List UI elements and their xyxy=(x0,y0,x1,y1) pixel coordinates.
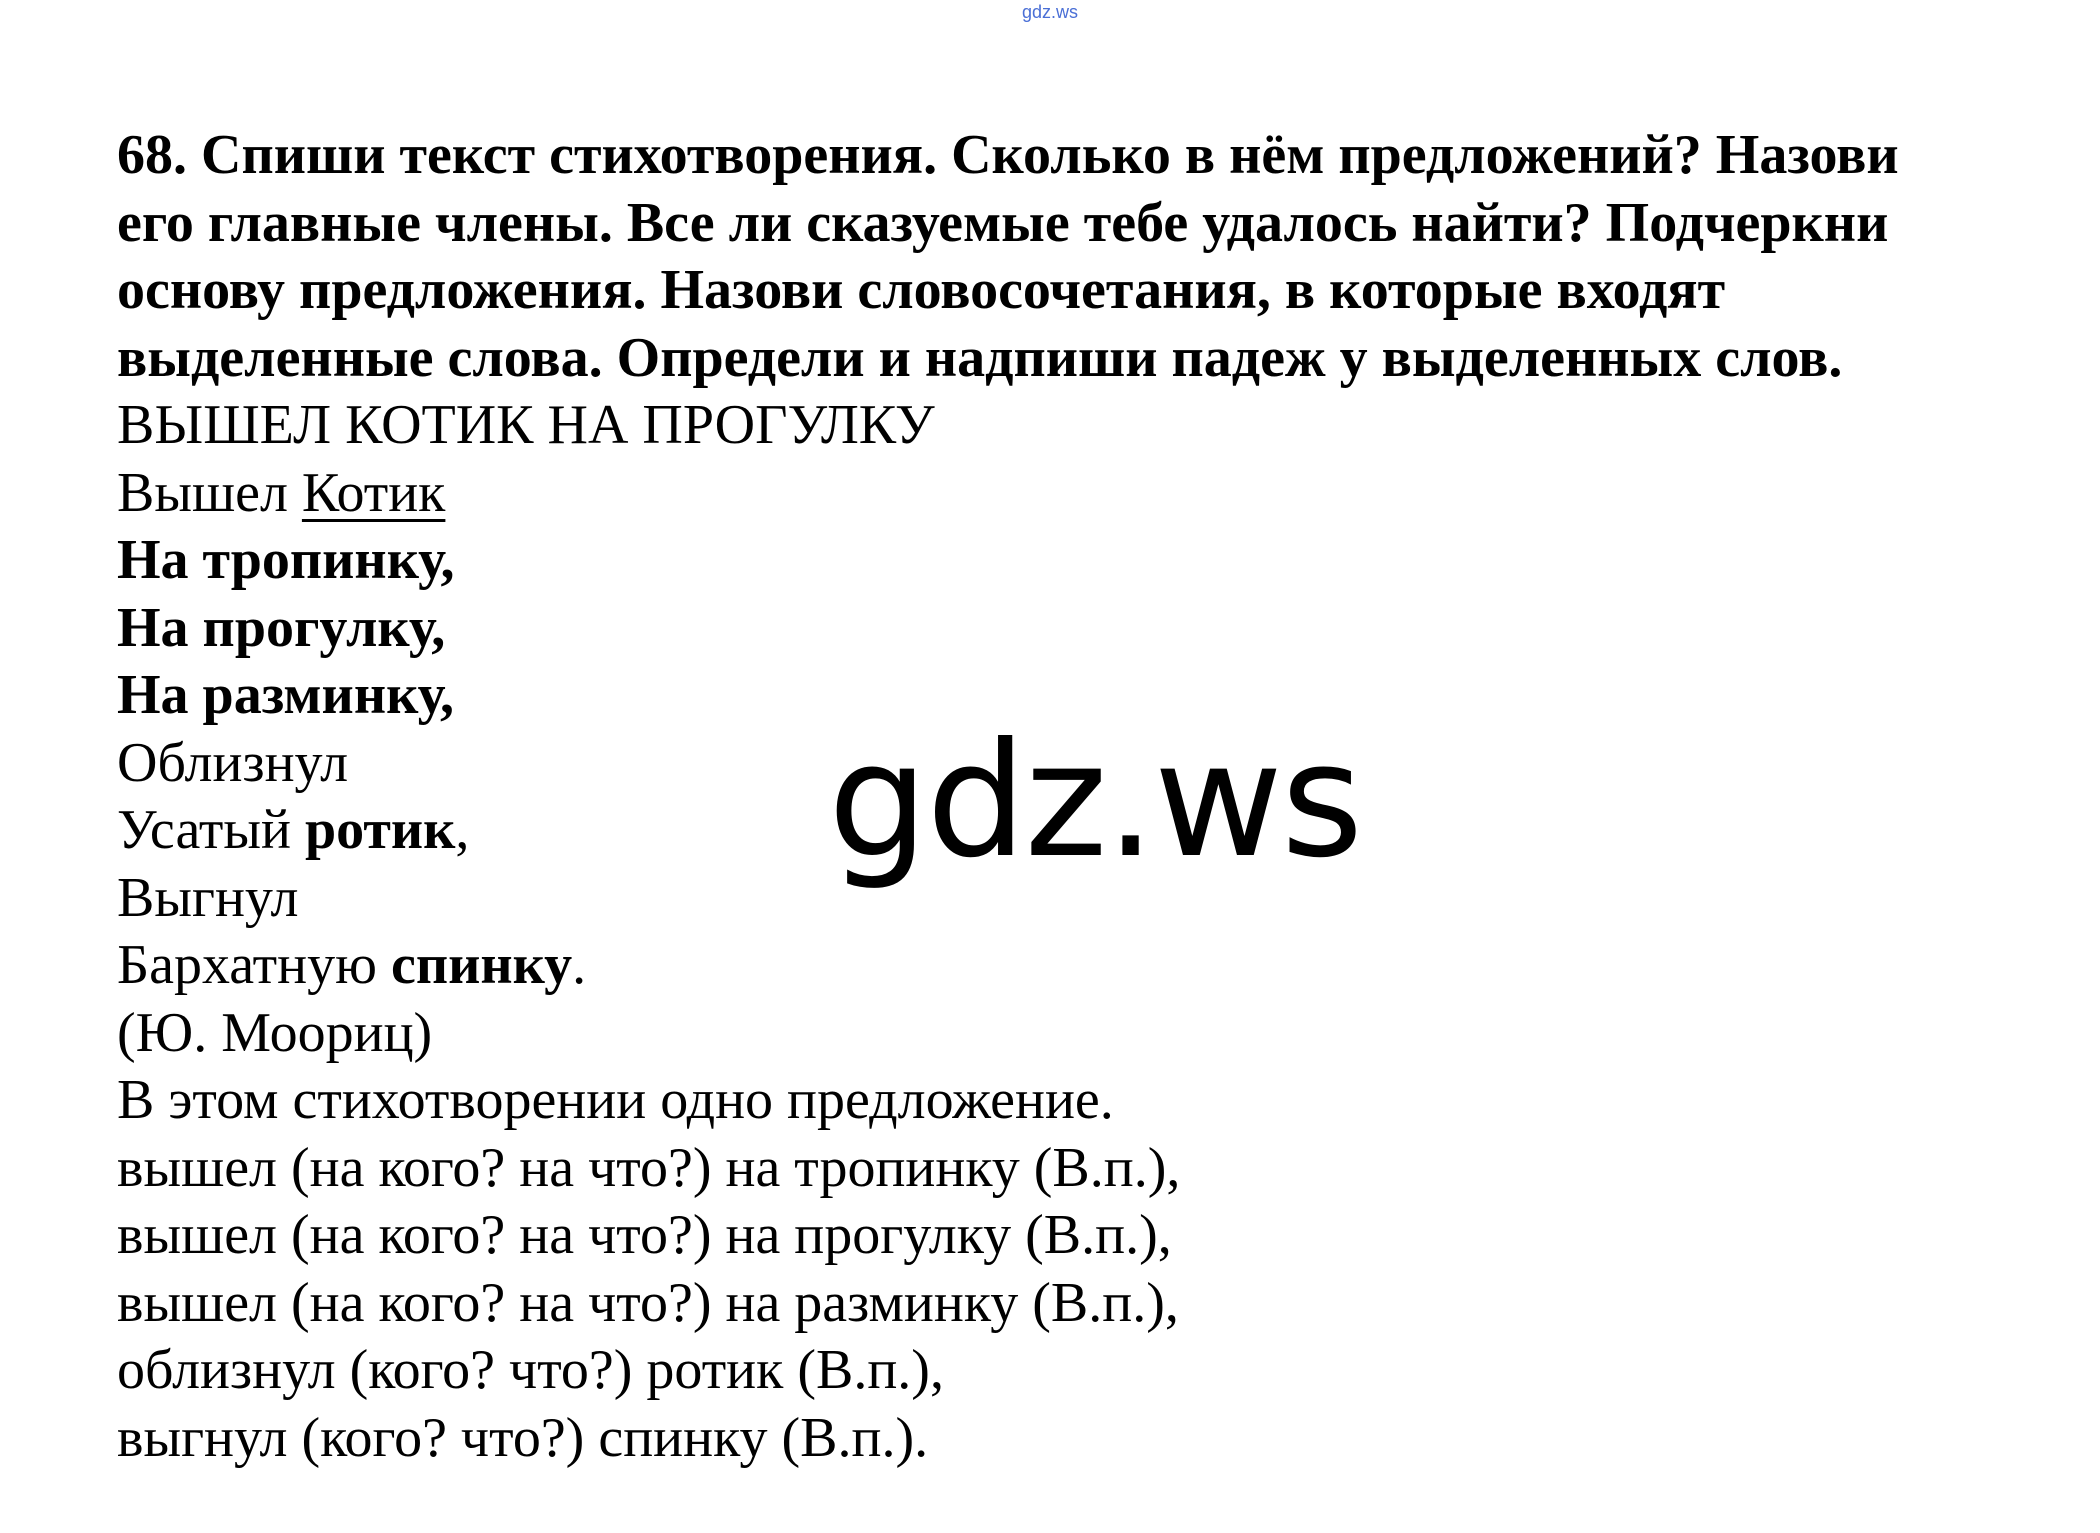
poem-line xyxy=(117,460,2057,528)
answer-line: выгнул (кого? что?) спинку (В.п.). xyxy=(117,1406,929,1469)
poem-title: ВЫШЕЛ КОТИК НА ПРОГУЛКУ xyxy=(117,394,935,456)
answer-line: вышел (на кого? на что?) на тропинку (В.п.), xyxy=(117,1136,1181,1199)
poem-word-bold: спинку xyxy=(390,934,573,996)
poem-line: На разминку, xyxy=(117,664,454,726)
center-watermark: gdz.ws xyxy=(828,709,1362,893)
poem-punct: , xyxy=(455,799,470,861)
poem-line: Выгнул xyxy=(117,866,299,929)
poem-word: Бархатную xyxy=(117,934,377,996)
poem-word: Вышел xyxy=(117,461,288,524)
poem-line: На прогулку, xyxy=(117,596,446,659)
poem-author: (Ю. Моориц) xyxy=(117,1001,433,1064)
task-line: 68. Спиши текст стихотворения. Сколько в нём предложений? Назови xyxy=(117,124,1899,186)
poem-punct: . xyxy=(572,934,587,996)
task-line: основу предложения. Назови словосочетания, в которые входят xyxy=(117,259,1726,321)
answer-line: вышел (на кого? на что?) на разминку (В.п.), xyxy=(117,1271,1179,1334)
answer-line: облизнул (кого? что?) ротик (В.п.), xyxy=(117,1339,944,1401)
poem-word-underlined: Котик xyxy=(301,461,446,524)
poem-word-bold: ротик xyxy=(304,799,456,861)
answer-line: В этом стихотворении одно предложение. xyxy=(117,1069,1114,1131)
top-watermark: gdz.ws xyxy=(1021,2,1079,22)
poem-line xyxy=(117,932,2057,1000)
poem-line: На тропинку, xyxy=(117,529,455,591)
answer-line: вышел (на кого? на что?) на прогулку (В.п.), xyxy=(117,1204,1172,1266)
poem-line: Облизнул xyxy=(117,731,349,794)
poem-word: Усатый xyxy=(117,799,291,861)
task-line: выделенные слова. Определи и надпиши падеж у выделенных слов. xyxy=(117,326,1843,389)
task-line: его главные члены. Все ли сказуемые тебе удалось найти? Подчеркни xyxy=(117,191,1889,254)
